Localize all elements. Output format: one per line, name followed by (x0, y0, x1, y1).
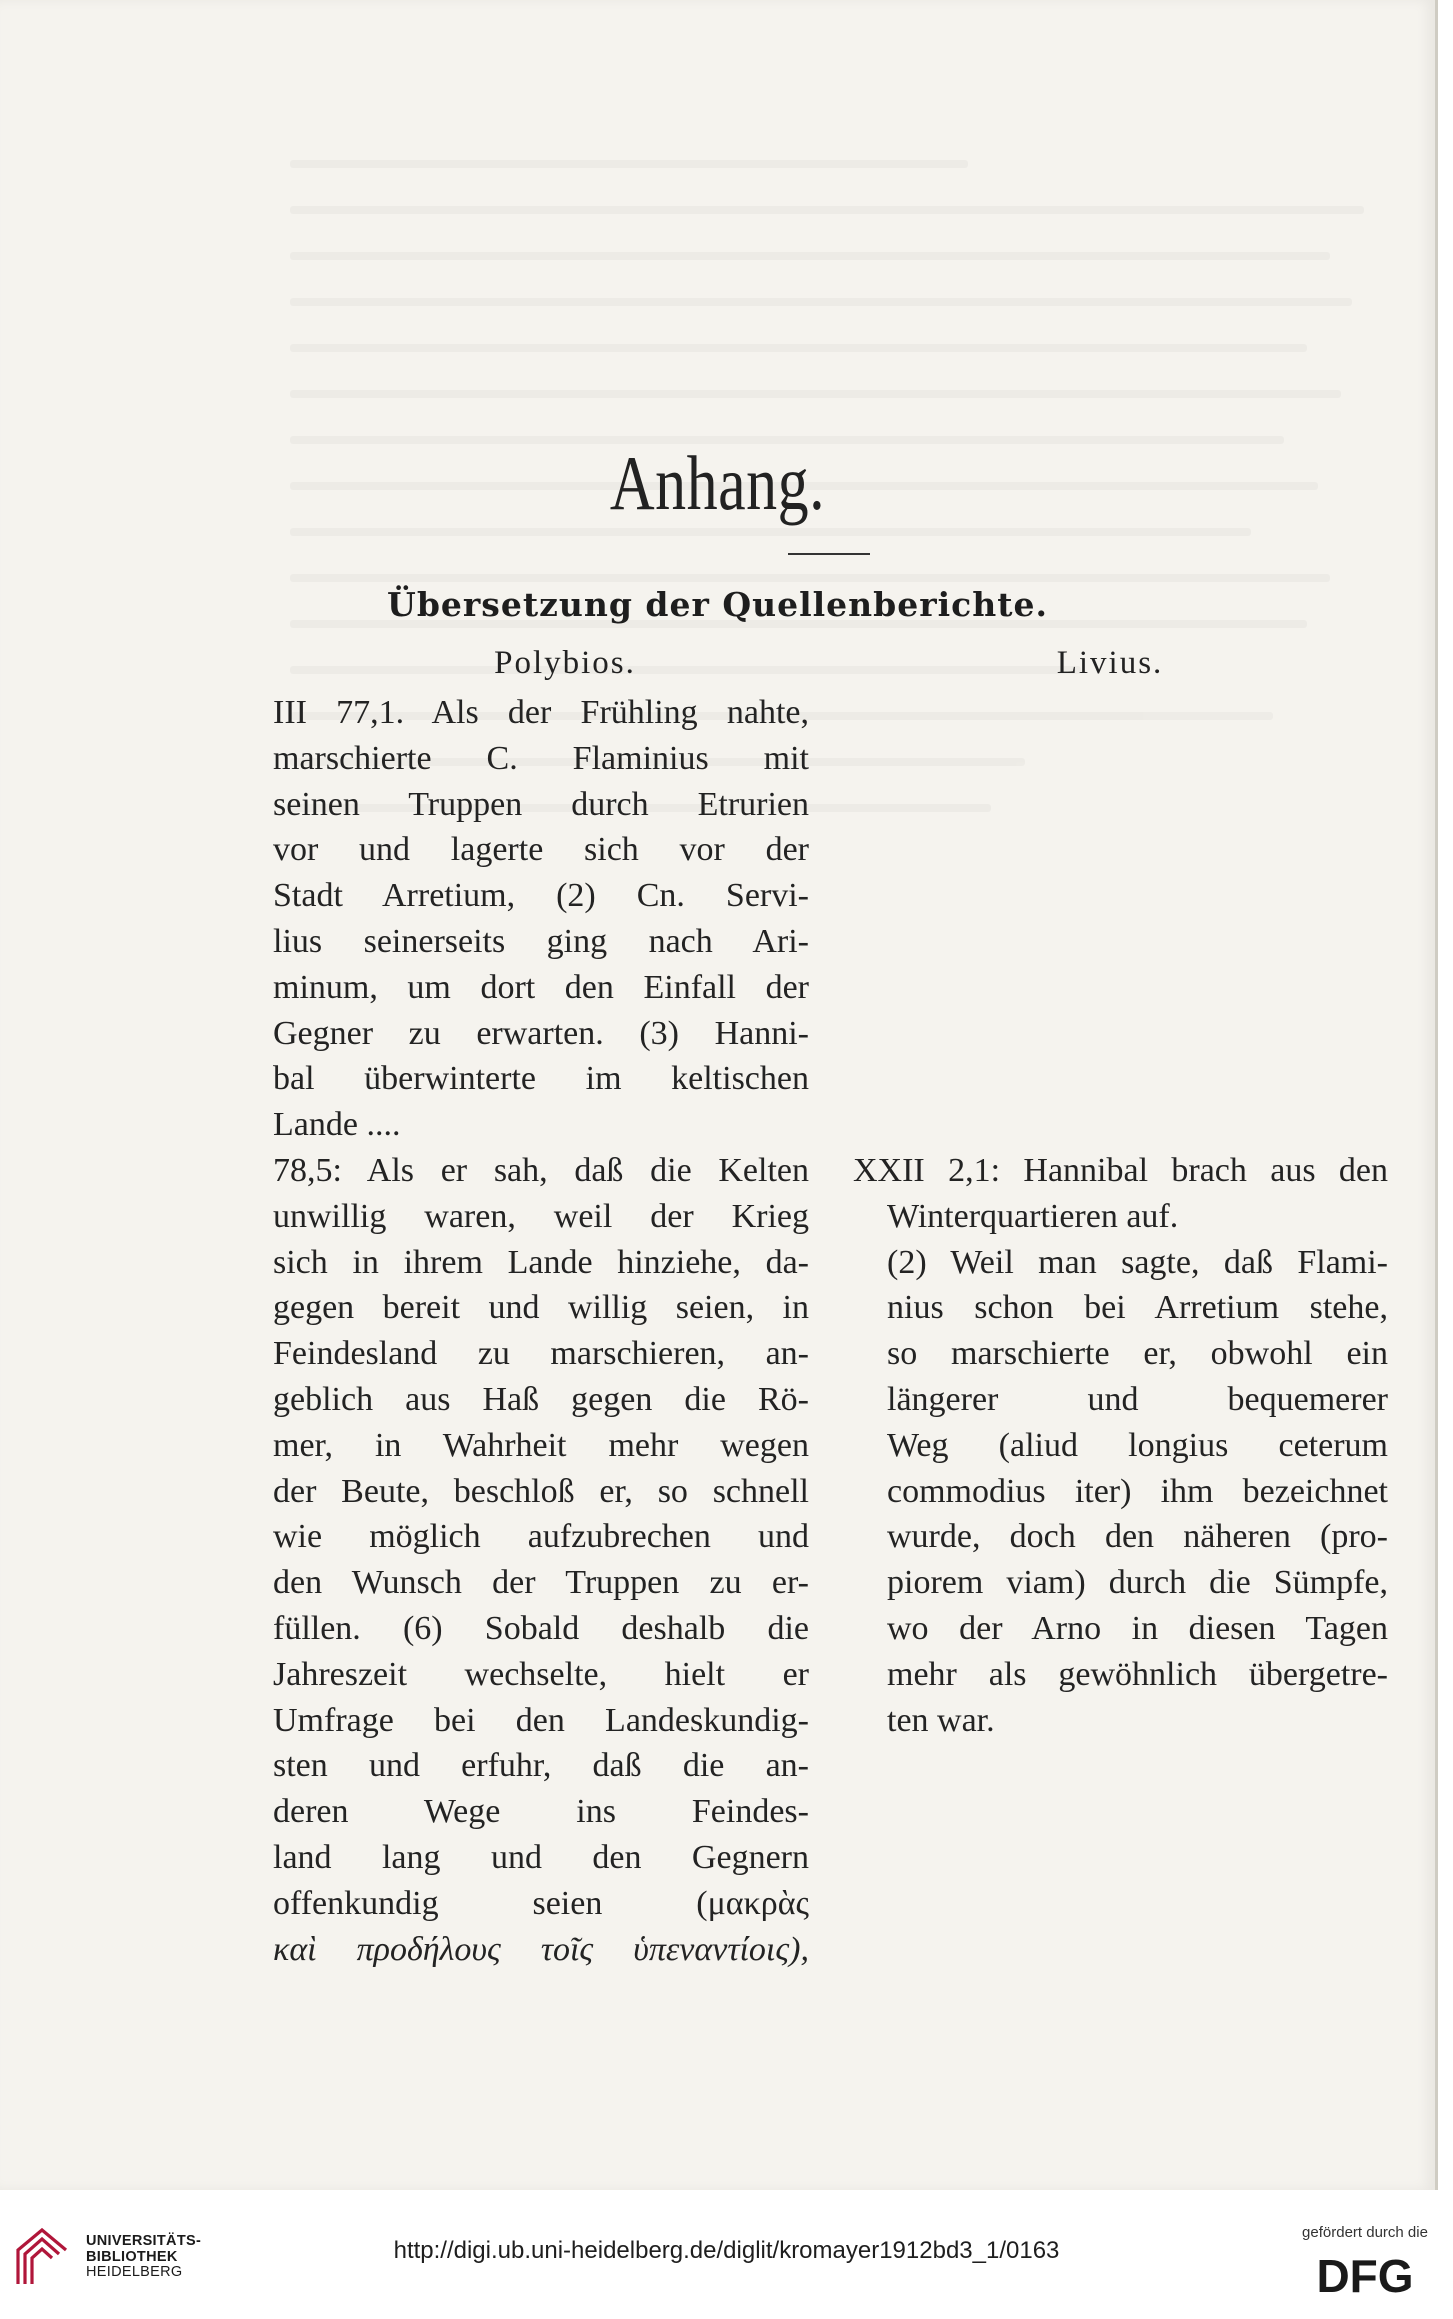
text-line: wie möglich aufzubrechen und (273, 1518, 809, 1556)
funding-caption: gefördert durch die (1302, 2224, 1428, 2241)
text-line: XXII 2,1: Hannibal brach aus den (853, 1152, 1388, 1189)
text-line: piorem viam) durch die Sümpfe, (887, 1564, 1388, 1602)
text-line: Winterquartieren auf. (887, 1197, 1179, 1235)
text-line: Umfrage bei den Landeskundig- (273, 1701, 809, 1739)
text-line: ten war. (887, 1701, 995, 1739)
text-line: nius schon bei Arretium stehe, (887, 1289, 1388, 1327)
text-line: bal überwinterte im keltischen (273, 1060, 809, 1098)
text-line: gegen bereit und willig seien, in (273, 1289, 809, 1327)
text-line: Stadt Arretium, (2) Cn. Servi- (273, 877, 809, 915)
polybios-column (273, 690, 809, 1972)
text-line: der Beute, beschloß er, so schnell (273, 1472, 809, 1510)
text-line: füllen. (6) Sobald deshalb die (273, 1609, 809, 1647)
text-line: vor und lagerte sich vor der (273, 831, 809, 869)
right-column-heading: Livius. (1056, 645, 1164, 681)
title-rule (788, 553, 870, 555)
page-title: Anhang. (609, 441, 826, 527)
section-heading: Übersetzung der Quellenberichte. (387, 585, 1048, 624)
text-line: Jahreszeit wechselte, hielt er (273, 1655, 809, 1693)
dfg-logo-icon (1290, 2250, 1440, 2300)
dfg-logo-text: DFG (1316, 2250, 1414, 2300)
text-line: seinen Truppen durch Etrurien (273, 785, 809, 823)
text-line: 78,5: Als er sah, daß die Kelten (273, 1151, 809, 1189)
text-line: längerer und bequemerer (887, 1380, 1388, 1418)
text-line: land lang und den Gegnern (273, 1838, 809, 1876)
text-line: Gegner zu erwarten. (3) Hanni- (273, 1014, 809, 1052)
text-line: deren Wege ins Feindes- (273, 1793, 809, 1831)
text-line: sich in ihrem Lande hinziehe, da- (273, 1243, 809, 1281)
text-line: commodius iter) ihm bezeichnet (887, 1472, 1388, 1510)
text-line: geblich aus Haß gegen die Rö- (273, 1380, 809, 1418)
left-column-heading: Polybios. (494, 645, 636, 681)
text-line: (2) Weil man sagte, daß Flami- (887, 1243, 1388, 1281)
text-line: offenkundig seien (μακρὰς (273, 1884, 809, 1922)
text-line: mehr als gewöhnlich übergetre- (887, 1655, 1388, 1693)
text-line: Weg (aliud longius ceterum (887, 1426, 1388, 1464)
text-line: minum, um dort den Einfall der (273, 968, 809, 1006)
text-line: so marschierte er, obwohl ein (887, 1335, 1388, 1373)
text-line: unwillig waren, weil der Krieg (273, 1197, 809, 1235)
text-line: wurde, doch den näheren (pro- (887, 1518, 1388, 1556)
text-line: Feindesland zu marschieren, an- (273, 1335, 809, 1373)
text-line: wo der Arno in diesen Tagen (887, 1609, 1388, 1647)
text-line: marschierte C. Flaminius mit (273, 739, 809, 777)
library-name: UNIVERSITÄTS- BIBLIOTHEK HEIDELBERG (86, 2233, 202, 2280)
text-line: Lande .... (273, 1106, 401, 1144)
livius-column (853, 1148, 1388, 1743)
text-line: mer, in Wahrheit mehr wegen (273, 1426, 809, 1464)
text-line: III 77,1. Als der Frühling nahte, (273, 694, 809, 731)
text-line: sten und erfuhr, daß die an- (273, 1747, 809, 1785)
text-line: lius seinerseits ging nach Ari- (273, 922, 809, 960)
text-line: den Wunsch der Truppen zu er- (273, 1564, 809, 1602)
greek-text-line: καὶ προδήλους τοῖς ὑπεναντίοις), (273, 1930, 809, 1968)
permalink[interactable]: http://digi.ub.uni-heidelberg.de/diglit/kromayer1912bd3_1/0163 (393, 2237, 1060, 2264)
